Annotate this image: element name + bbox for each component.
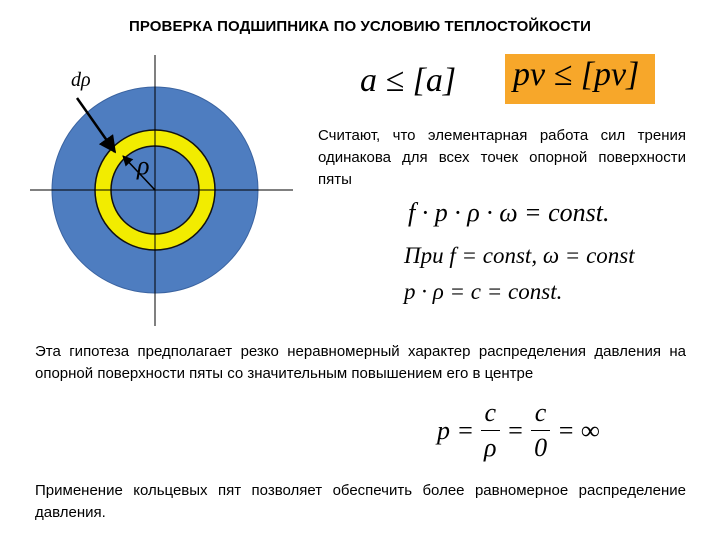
rho-label: ρ [137, 151, 150, 180]
fraction-numerator: c [481, 398, 501, 431]
d-rho-label: dρ [71, 69, 91, 91]
page-title: ПРОВЕРКА ПОДШИПНИКА ПО УСЛОВИЮ ТЕПЛОСТОЙКОСТИ [128, 18, 591, 35]
equation-when: При f = const, ω = const [404, 243, 635, 268]
frac-lhs: p = [437, 415, 475, 445]
fraction-denominator: ρ [484, 433, 497, 462]
condition-a-formula: a ≤ [a] [360, 62, 457, 99]
equation-p-rho: p · ρ = c = const. [404, 279, 563, 304]
equation-work: f · p · ρ · ω = const. [408, 198, 610, 227]
thrust-bearing-diagram [25, 50, 300, 330]
equals-sign: = [506, 415, 525, 445]
fraction-c-rho [480, 398, 500, 463]
paragraph-assumption: Считают, что элементарная работа сил трения одинакова для всех точек опорной поверхности пяты [318, 127, 686, 188]
frac-rhs: = ∞ [557, 415, 600, 445]
pressure-fraction-equation [437, 398, 600, 463]
paragraph-hypothesis: Эта гипотеза предполагает резко неравномерный характер распределения давления на опорной поверхности пяты со значительным повышением его в центре [35, 343, 686, 382]
fraction-c-zero [530, 398, 551, 463]
fraction-numerator: c [531, 398, 551, 431]
fraction-denominator: 0 [534, 433, 548, 462]
condition-pv-formula: pv ≤ [pv] [513, 56, 640, 93]
paragraph-ring-pads: Применение кольцевых пят позволяет обеспечить более равномерное распределение давления. [35, 482, 686, 521]
